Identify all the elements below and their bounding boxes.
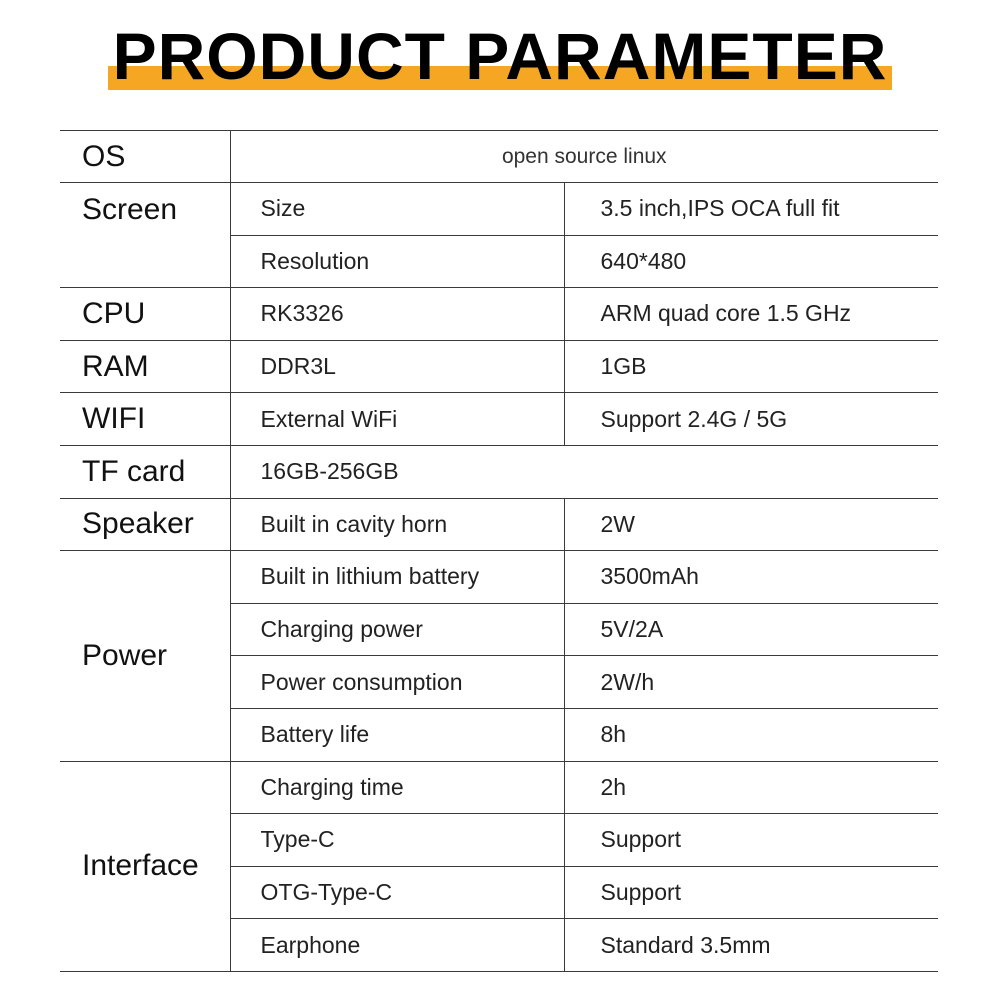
category-cpu: CPU: [60, 288, 230, 341]
table-row: [60, 340, 938, 393]
param-key: Earphone: [230, 919, 564, 972]
os-value: open source linux: [230, 131, 938, 183]
param-key: External WiFi: [230, 393, 564, 446]
param-value: Support 2.4G / 5G: [564, 393, 938, 446]
parameter-table: [60, 130, 938, 972]
param-key: Battery life: [230, 708, 564, 761]
param-value: 3500mAh: [564, 551, 938, 604]
param-value: 2h: [564, 761, 938, 814]
param-value: Standard 3.5mm: [564, 919, 938, 972]
param-value: 1GB: [564, 340, 938, 393]
param-key: Charging power: [230, 603, 564, 656]
param-value: 3.5 inch,IPS OCA full fit: [564, 183, 938, 236]
category-power: Power: [60, 551, 230, 761]
table-row: [60, 761, 938, 814]
param-key: DDR3L: [230, 340, 564, 393]
param-value: Support: [564, 814, 938, 867]
param-key: Charging time: [230, 761, 564, 814]
category-interface: Interface: [60, 761, 230, 971]
tf-card-value: 16GB-256GB: [230, 445, 938, 498]
param-key: Size: [230, 183, 564, 236]
param-key: RK3326: [230, 288, 564, 341]
category-ram: RAM: [60, 340, 230, 393]
param-value: 640*480: [564, 235, 938, 288]
param-value: 8h: [564, 708, 938, 761]
page-title: PRODUCT PARAMETER: [112, 19, 888, 93]
param-value: Support: [564, 866, 938, 919]
param-value: 5V/2A: [564, 603, 938, 656]
category-os: OS: [60, 131, 230, 183]
category-speaker: Speaker: [60, 498, 230, 551]
param-key: Power consumption: [230, 656, 564, 709]
param-key: Built in lithium battery: [230, 551, 564, 604]
param-value: ARM quad core 1.5 GHz: [564, 288, 938, 341]
table-row: [60, 393, 938, 446]
table-row: [60, 288, 938, 341]
category-tf-card: TF card: [60, 445, 230, 498]
category-wifi: WIFI: [60, 393, 230, 446]
table-row: [60, 551, 938, 604]
param-key: Resolution: [230, 235, 564, 288]
table-row: [60, 498, 938, 551]
category-screen: Screen: [60, 183, 230, 288]
param-key: Type-C: [230, 814, 564, 867]
table-row: [60, 445, 938, 498]
param-key: Built in cavity horn: [230, 498, 564, 551]
table-row: [60, 131, 938, 183]
title-banner: [0, 0, 1000, 110]
table-row: [60, 183, 938, 236]
param-value: 2W/h: [564, 656, 938, 709]
param-key: OTG-Type-C: [230, 866, 564, 919]
param-value: 2W: [564, 498, 938, 551]
